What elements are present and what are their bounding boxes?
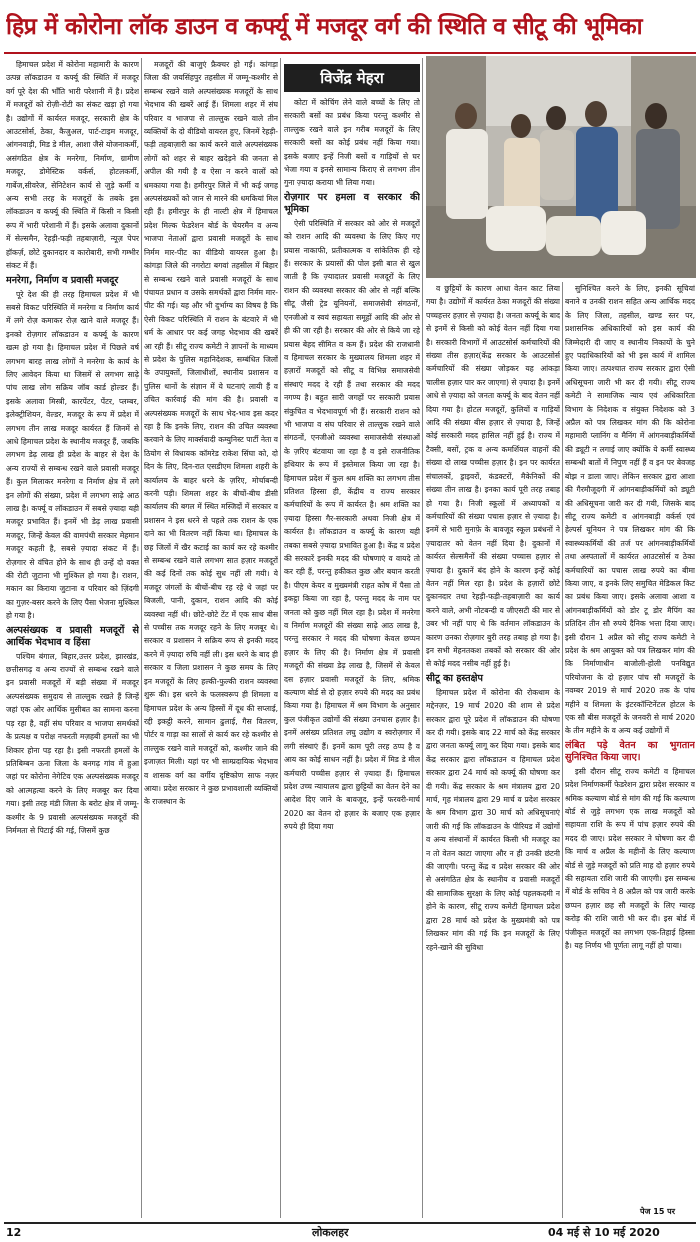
subheading: लंबित पड़े वेतन का भुगतान सुनिश्चित किया जाए। [565,739,695,763]
column-divider [280,58,281,1218]
photo-image [426,56,696,278]
paragraph: पश्चिम बंगाल, बिहार,उत्तर प्रदेश, झारखंड, छत्तीसगढ़ व अन्य राज्यों से सम्बन्ध रखने वाले इन प्रवासी मजदूरों में बड़ी संख्या में मजदूर अल्पसंख्यक समुदाय से ताल्लुक रखते हैं जिन्हें जहां एक ओर आर्थिक मुसीबत का सामना करना पड़ रहा है, वहीं संघ परिवार व भाजपा समर्थकों के प्रत्यक्ष व परोक्ष नफरती मज़हबी हमलों का भी शिकार होना पड़ रहा है। इसी नफरती हमलों के प्रतिबिम्बन ऊना जिला के बनगढ़ गांव में हुआ जहां पर कोरोना नेगेटिव एक अल्पसंख्यक मजदूर को आत्महत्या करने के लिए मजबूर कर दिया गया। इसी तरह मंडी जिला के बरोट क्षेत्र में जम्मू-कश्मीर के 9 प्रवासी अल्पसंख्यक मजदूरों की निर्ममता से पिटाई की गई, जिसमें कुछ [6,651,139,835]
paragraph: व छुट्टियों के कारण आधा वेतन काट लिया गया है। उद्योगों में कार्यरत ठेका मजदूरों की संख्या पच्चहत्तर हज़ार से ज़्यादा है। जनता कर्फ्यू के बाद से इनमें से किसी को कोई वेतन नहीं दिया गया है। सरकारी विभागों में आउटसोर्स कर्मचारियों की संख्या तीस हज़ार(केंद्र सरकार के आउटसोर्स कर्मचारियों की संख्या जोड़कर यह आंकड़ा चालीस हज़ार पार कर जाएगा) से ज़्यादा है। इनमें आधे से ज़्यादा को जनता कर्फ्यू के बाद वेतन नहीं दिया गया है। होटल मजदूरों, कुलियों व गाड़ियों आदि की संख्या बीस हज़ार से ज़्यादा है, जिन्हें कोई सरकारी मदद हासिल नहीं हुई है। राज्य में टैक्सी, बसों, ट्रक व अन्य कमर्शियल वाहनों की संख्या दो लाख पच्चीस हज़ार है। इन पर कार्यरत संचालकों, ड्राइवरों, कंडक्टरों, मैकेनिकों की संख्या तीन लाख है। इनका कार्य पूरी तरह तबाह हो गया है। निजी स्कूलों में अध्यापकों व कर्मचारियों की संख्या पचास हज़ार से ज़्यादा है। इनमें से भारी मुनाफ़े के बावजूद स्कूल प्रबंधनों ने ज़्यादातर को वेतन नहीं दिया है। दुकानों में कार्यरत सेल्समैनों की संख्या पच्चास हज़ार से ज़्यादा है। दुकानें बंद होने के कारण इन्हें कोई वेतन नहीं मिल रहा है। प्रदेश के हज़ारों छोटे दुकानदार तथा रेहड़ी-फड़ी-तहबाज़ारी का कार्य करने वाले, अभी नोटबन्दी व जीएसटी की मार से उबर भी नहीं पाए थे कि वर्तमान लॉकडाउन के कारण उनका रोज़गार बुरी तरह तबाह हो गया है। इन सभी मेहनतकश तबकों को सरकार की ओर से कोई मदद नसीब नहीं हुई है। [426,284,560,669]
protest-photo [426,56,696,278]
paragraph: हिमाचल प्रदेश में कोरोना की रोकथाम के मद्देनज़र, 19 मार्च 2020 की शाम से प्रदेश सरकार द्वारा पूरे प्रदेश में लॉकडाउन की घोषणा कर दी गयी। इसके बाद 22 मार्च को केंद्र सरकार द्वारा जनता कर्फ्यू लागू कर दिया गया। इसके बाद केंद्र सरकार द्वारा लॉकडाउन व हिमाचल प्रदेश सरकार द्वारा 24 मार्च को कर्फ्यू की घोषणा कर दी गयी। केंद्र सरकार के श्रम मंत्रालय द्वारा 20 मार्च, गृह मंत्रालय द्वारा 29 मार्च व प्रदेश सरकार के श्रम विभाग द्वारा 30 मार्च को अधिसूचनाएं जारी की गईं कि लॉकडाउन के पीरियड में उद्योगों व अन्य संस्थानों में कार्यरत किसी भी मजदूर का न तो वेतन काटा जाएगा और न ही उनकी छंटनी की जाएगी। परन्तु केंद्र व प्रदेश सरकार की ओर से असंगठित क्षेत्र के स्थानीय व प्रवासी मजदूरों की सामाजिक सुरक्षा के लिए कोई पहलकदमी न होने के कारण, सीटू राज्य कमेटी हिमाचल प्रदेश द्वारा 28 मार्च को प्रदेश के मुख्यमंत्री को पत्र लिखकर मांग की गई कि इन मजदूरों के लिए रहने-खाने की सुविधा [426,687,560,952]
headline: हिप्र में कोरोना लॉक डाउन व कर्फ्यू में मजदूर वर्ग की स्थिति व सीटू की भूमिका [6,13,643,40]
article-column-1 [6,58,139,1218]
subheading: अल्पसंख्यक व प्रवासी मजदूरों से आर्थिक भेदभाव व हिंसा [6,624,139,648]
issue-date: 04 मई से 10 मई 2020 [548,1226,660,1239]
paragraph: कोटा में कोचिंग लेने वाले बच्चों के लिए तो सरकारी बसों का प्रबंध किया परन्तु कश्मीर से ताल्लुक रखने वाले इन गरीब मजदूरों के लिए सरकारी बसों का कोई प्रबंध नहीं किया गया। इसके बजाए इन्हें निजी बसों व गाड़ियों से घर भेजा गया व इनसे सामान्य किराए से लगभग तीन गुना ज़्यादा कराया भी लिया गया। [284,98,420,188]
column-divider [562,282,563,1218]
subheading: रोज़गार पर हमला व सरकार की भूमिका [284,191,420,215]
continued-note: पेज 15 पर [640,1207,675,1216]
article-column-2 [144,58,278,1218]
paragraph: इसी दौरान सीटू राज्य कमेटी व हिमाचल प्रदेश निर्माणकर्मी फेडरेशन द्वारा प्रदेश सरकार व श्रमिक कल्याण बोर्ड से मांग की गई कि कल्याण बोर्ड से जुड़े लगभग एक लाख मजदूरों को सहायता राशि के रूप में पांच हज़ार रुपये की मदद दी जाए। प्रदेश सरकार ने घोषणा कर दी कि मार्च व अप्रैल के महीनों के लिए कल्याण बोर्ड से जुड़े मजदूरों को प्रति माह दो हज़ार रुपये की सहायता राशि जारी की जाएगी। इस सम्बन्ध में बोर्ड के सचिव ने 8 अप्रैल को पत्र जारी करके छप्पन हज़ार छह सौ मजदूरों के लिए ग्यारह करोड़ की राशि जारी भी कर दी। इस बोर्ड में पंजीकृत मजदूरों का लगभग एक-तिहाई हिस्सा है। यह निर्णय भी पूर्णतः लागू नहीं हो पाया। [565,766,695,951]
paragraph: ऐसी परिस्थिति में सरकार को ओर से मजदूरों को राशन आदि की व्यवस्था के लिए किए गए प्रयास नाकाफी, प्रतीकात्मक व सांकेतिक ही रहे हैं। सरकार के प्रयासों की पोल इसी बात से खुल जाती है कि ज़्यादातर प्रवासी मजदूरों के लिए राशन की व्यवस्था सरकार की ओर से नहीं बल्कि सीटू जैसी ट्रेड यूनियनों, समाजसेवी संगठनों, एनजीओ व स्वयं सहायता समूहों आदि की ओर से ही की जा रही है। सरकार की ओर से किये जा रहे प्रयास बेहद सीमित व कम हैं। प्रदेश की राजधानी व हिमाचल सरकार के मुख्यालय शिमला शहर में हज़ारों मजदूरों को सीटू व विभिन्न समाजसेवी संस्थाएं मदद दे रही हैं तथा सरकार की मदद नगण्य है। बहुत सारी जगहों पर सरकारी प्रयास संकुचित व भेदभावपूर्ण भी हैं। सरकारी राशन को भी भाजपा व संघ परिवार से ताल्लुक रखने वाले संगठनों, एनजीओ व्यवस्था समाजसेवी संस्थाओं के ज़रिए बंटवाया जा रहा है व इसे राजनीतिक हथियार के रूप में इस्तेमाल किया जा रहा है। हिमाचल प्रदेश में कुल श्रम शक्ति का लगभग तीस प्रतिशत हिस्सा ही, केंद्रीय व राज्य सरकार कर्मचारियों के रूप में कार्यरत है। श्रम शक्ति का ज़्यादा हिस्सा गैर-सरकारी अथवा निजी क्षेत्र में कार्यरत है। लॉकडाउन व कर्फ्यू के कारण यही तबका सबसे ज़्यादा प्रभावित हुआ है। केंद्र व प्रदेश की सरकारें इनकी मदद की घोषणाएं व वायदे तो कर रही हैं, परन्तु हकीकत कुछ और बयान करती है। पीएम केयर व मुख्यमंत्री राहत कोष में पैसा तो इकट्ठा किया जा रहा है, परन्तु मदद के नाम पर जनता को कुछ नहीं मिल रहा है। प्रदेश में मनरेगा व निर्माण मजदूरों की संख्या साढ़े आठ लाख है, परन्तु सरकार ने मदद की घोषणा केवल छप्पन हज़ार के लिए की है। निर्माण क्षेत्र में प्रवासी मजदूरों की संख्या डेढ़ लाख है, जिसमें से केवल दस हज़ार प्रवासी मजदूरों के लिए, श्रमिक कल्याण बोर्ड से दो हज़ार रुपये की मदद का प्रबंध किया गया है। हिमाचल में श्रम विभाग के अनुसार कुल पंजीकृत उद्योगों की संख्या उनचास हज़ार है। इनमें असंख्य प्रतिशत लघु उद्योग व स्वरोज़गार में लगी संस्थाएं हैं। इनमें काम पूरी तरह ठप्प है व आय का कोई साधन नहीं है। प्रदेश में मिड डे मील कर्मचारी पच्चीस हज़ार से ज़्यादा हैं। हिमाचल प्रदेश उच्च न्यायालय द्वारा छुट्टियों का वेतन देने का आदेश दिए जाने के बावजूद, इन्हें फरवरी-मार्च 2020 का वेतन दो हज़ार के बजाए एक हज़ार रुपये ही दिया गया [284,218,420,832]
page-number: 12 [6,1226,22,1239]
article-column-4 [426,282,560,1218]
footer-rule [4,1222,696,1224]
paragraph: मजदूरों की बाजुएं फ्रैक्चर हो गईं। कांगड़ा जिला की जयसिंहपुर तहसील में जम्मू-कश्मीर से सम्बन्ध रखने वाले अल्पसंख्यक मजदूरों के साथ भेदभाव की खबरें आई हैं। शिमला शहर में संघ परिवार व भाजपा से ताल्लुक रखने वाले तीन व्यक्तियों के दो वीडियो वायरल हुए, जिनमें रेहड़ी-फड़ी तहबाज़ारी का कार्य करने वाले अल्पसंख्यक लोगों को शहर से बाहर खदेड़ने की जनता से अपील की गयी है व ऐसा न करने वालों को धमकाया गया है। हमीरपुर जिले में भी कई जगह अल्पसंख्यकों को जान से मारने की धमकियां मिल रही हैं। हमीरपुर के ही नाल्टी क्षेत्र में हिमाचल प्रदेश मिल्क फेडरेशन बोर्ड के चेयरमैन व अन्य भाजपा नेताओं द्वारा प्रवासी मजदूरों के साथ निर्मम मार-पीट का वीडियो वायरल हुआ है। कांगड़ा जिले की नगरोटा बगवां तहसील में बिहार से सम्बन्ध रखने वाले प्रवासी मजदूरों के साथ पंचायत प्रधान व उसके समर्थकों द्वारा निर्मम मार-पीट की गई। यह और भी दुर्भाग्य का विषय है कि ऐसी विकट परिस्थिति में राशन के बंटवारे में भी धर्म के आधार पर कई जगह भेदभाव की खबरें आ रही हैं। सीटू राज्य कमेटी ने ज्ञापनों के माध्यम से प्रदेश के पुलिस महानिदेशक, सम्बंधित जिलों के उपायुक्तों, जिलाधीशों, स्थानीय प्रशासन व पुलिस थानों के संज्ञान में ये घटनाएं लायी हैं व उचित कार्रवाई की मांग की है। प्रवासी व अल्पसंख्यक मजदूरों के साथ भेद-भाव इस कदर रहा है कि इनके लिए, राशन की उचित व्यवस्था करवाने के लिए मार्क्सवादी कम्युनिस्ट पार्टी नेता व ठियोग से विधायक कॉमरेड राकेश सिंघा को, दो दिन के लिए, दिन-रात एसडीएम शिमला शहरी के कार्यालय के बाहर धरने के ज़रिए, मोर्चाबन्दी करनी पड़ी। शिमला शहर के बीचों-बीच डीसी कार्यालय की बगल में स्थित मस्जिदों में सरकार व प्रशासन ने इस धरने से पहले तक राशन के एक दाने का भी वितरण नहीं किया था। हिमाचल के छह जिलों में खैर कटाई का कार्य कर रहे कश्मीर से सम्बन्ध रखने वाले लगभग सात हज़ार मजदूरों की कई दिनों तक कोई सुध नहीं ली गयी। ये मजदूर जंगलों के बीचों-बीच रह रहे थे जहां पर बिजली, पानी, दुकान, राशन आदि की कोई व्यवस्था नहीं थी। छोटे-छोटे टेंट में एक साथ बीस से पच्चीस तक मजदूर रहने के लिए मजबूर थे। सरकार व प्रशासन ने सक्रिय रूप से इनकी मदद करने में ज़्यादा रुचि नहीं ली। इस धरने के बाद ही सरकार व जिला प्रशासन ने कुछ समय के लिए इन मजदूरों के लिए हल्की-फुल्की राशन व्यवस्था शुरू की। इस धरने के फलस्वरूप ही शिमला व हिमाचल प्रदेश के अन्य हिस्सों में दूध की सप्लाई, रद्दी इकट्ठी करने, सामान ढुलाई, गैस वितरण, पोर्टर व गाड़ा का सालों से कार्य कर रहे कश्मीर से ताल्लुक रखने वाले मजदूरों को, कश्मीर जाने की इजाज़त मिली। यहां पर भी साम्प्रदायिक भेदभाव व शासक वर्ग का वर्गीय दृष्टिकोण साफ नज़र आया। प्रदेश सरकार ने कुछ प्रभावशाली व्यक्तियों के राजस्थान के [144,60,278,807]
subheading: मनरेगा, निर्माण व प्रवासी मजदूर [6,274,119,286]
article-column-3 [284,96,420,1218]
subheading: सीटू का हस्तक्षेप [426,672,483,684]
column-divider [422,58,423,1218]
paragraph: हिमाचल प्रदेश में कोरोना महामारी के कारण उत्पन्न लॉकडाउन व कर्फ्यू की स्थिति में मजदूर वर्ग पूरे देश की भाँति भारी परेशानी में है। प्रदेश में मजदूरों को रोज़ी-रोटी का संकट खड़ा हो गया है। उद्योगों में कार्यरत मजदूर, सरकारी क्षेत्र के आउटसोर्स, ठेका, कैजुअल, पार्ट-टाइम मजदूर, आंगनवाड़ी, मिड डे मील, आशा जैसे योजनाकर्मी, असंगठित क्षेत्र के मनरेगा, निर्माण, ग्रामीण मजदूर, डोमेस्टिक वर्कर्स, होटलकर्मी, गार्बेज,सीवरेज, सेनिटेशन कार्य से जुड़े कर्मी व अन्य सभी तरह के मजदूरों के तबके इस लॉकडाउन व कर्फ्यू की स्थिति में किसी न किसी रूप में भारी परेशानी में हैं। इसके अलावा दुकानों में सेल्समैन, रेहड़ी-फड़ी तहबाज़ारी, न्यूज़ पेपर हॉकर्ज़, छोटे दुकानदार व कारोबारी, सभी गम्भीर संकट में हैं। [6,60,139,271]
author-byline: विजेंद्र मेहरा [284,64,420,92]
paragraph: पूरे देश की ही तरह हिमाचल प्रदेश में भी सबसे विकट परिस्थिति में मनरेगा व निर्माण कार्य में लगे रोज़ कमाकर रोज़ खाने वाले मजदूर हैं। इनको रोज़गार लॉकडाउन व कर्फ्यू के कारण खत्म हो गया है। हिमाचल प्रदेश में पिछले वर्ष लगभग बारह लाख लोगों ने मनरेगा के कार्य के लिए आवेदन किया था जिसमें से लगभग साढ़े पांच लाख लोग सक्रिय जॉब कार्ड होल्डर हैं। इसके अलावा मिस्त्री, कारपेंटर, पेंटर, प्लम्बर, इलेक्ट्रीशियन, वेल्डर, मजदूर के रूप में प्रदेश में लगभग तीन लाख मजदूर कार्यरत हैं जिनमें से आधे हिमाचल प्रदेश के स्थानीय मजदूर हैं, जबकि लगभग डेढ़ लाख ही प्रदेश के बाहर से देश के अन्य राज्यों से सम्बन्ध रखने वाले प्रवासी मजदूर हैं। कुल मिलाकर मनरेगा व निर्माण क्षेत्र में लगे इन लोगों की संख्या, प्रदेश में लगभग साढ़े आठ लाख है। कर्फ्यू व लॉकडाउन में सबसे ज़्यादा यही मजदूर प्रभावित हैं। इनमें भी डेढ़ लाख प्रवासी मजदूर, जिन्हें केवल की वामपंथी सरकार मेहमान मजदूर कहती है, सबसे ज़्यादा संकट में हैं। रोज़गार से वंचित होने के साथ ही उन्हें दो वक्त की रोटी जुटाना भी मुश्किल हो गया है। राशन, मकान का किराया जुटाना व परिवार को ज़िंदगी का गुज़र-बसर करने के लिए पैसा भेजना मुश्किल हो गया है। [6,289,139,621]
column-divider [141,58,142,1218]
article-column-5 [565,282,695,1206]
headline-rule [4,52,696,54]
paragraph: सुनिश्चित करने के लिए, इनकी सूचियां बनाने व उनकी राशन सहित अन्य आर्थिक मदद के लिए जिला, तहसील, खण्ड स्तर पर, प्रशासनिक अधिकारियों को इस कार्य की जिम्मेदारी दी जाए व स्थानीय निकायों के चुने हुए पदाधिकारियों को भी इस कार्य में शामिल किया जाए। तत्पश्चात राज्य सरकार द्वारा ऐसी अधिसूचना जारी भी कर दी गयी। सीटू राज्य कमेटी ने सामाजिक न्याय एवं अधिकारिता विभाग के निदेशक व संयुक्त निदेशक को 3 अप्रैल को पत्र लिखकर मांग की कि कोरोना महामारी प्लानिंग व मैनिंग में आंगनबाड़ीकर्मियों की ड्यूटी न लगाई जाए क्योंकि ये कर्मी स्वास्थ्य सम्बन्धी बातों में निपुण नहीं हैं व इन पर बेवजह बोझ न डाला जाए। लेकिन सरकार द्वारा आशा की गैरमौजूदगी में आंगनबाड़ीकर्मियों को ड्यूटी की अधिसूचना जारी कर दी गयी, जिसके बाद सीटू राज्य कमेटी व आंगनबाड़ी वर्कर्स एवं हेल्पर्स यूनियन ने पत्र लिखकर मांग की कि स्वास्थ्यकर्मियों की तर्ज पर आंगनबाड़ीकर्मियों तथा अस्पतालों में कार्यरत आउटसोर्स व ठेका कर्मचारियों का पचास लाख रुपये का बीमा किया जाए, व इनके लिए समुचित मेडिकल किट का प्रबंध किया जाए। इसके अलावा आशा व आंगनबाड़ीकर्मियों को डोर टू डोर मैपिंग का प्रतिदिन तीन सौ रुपये दैनिक भत्ता दिया जाए। इसी दौरान 1 अप्रैल को सीटू राज्य कमेटी ने प्रदेश के श्रम आयुक्त को पत्र लिखकर मांग की कि निर्माणाधीन बाजोली-होली पनविद्युत परियोजना के दो हज़ार पांच सौ मजदूरों के नवम्बर 2019 से मार्च 2020 तक के पांच महीने व शिमला के इंटरकॉन्टिनेंटल होटल के एक सौ बीस मजदूरों के जनवरी से मार्च 2020 के तीन महीने के व अन्य कई उद्योगों में [565,284,695,736]
newspaper-name: लोकलहर [312,1226,349,1239]
